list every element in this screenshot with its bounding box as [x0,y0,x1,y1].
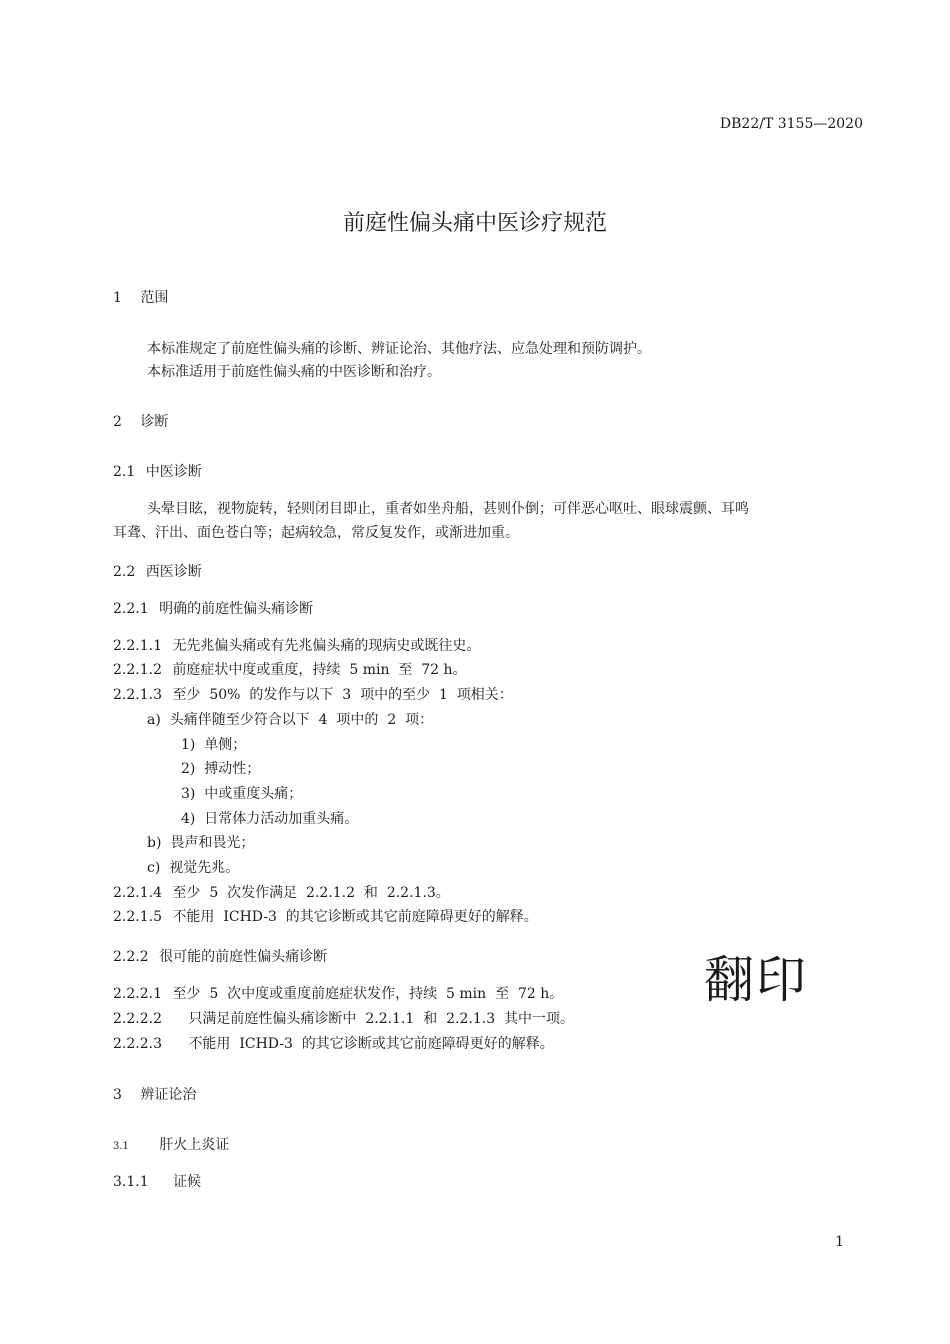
tcm-diagnosis-line-1: 头晕目眩，视物旋转，轻则闭目即止，重者如坐舟船，甚则仆倒；可伴恶心呕吐、眼球震颤、耳鸣 [147,501,749,517]
list-item-a-2: 2) 搏动性； [181,761,261,777]
section-2-1-heading [113,461,202,481]
section-2-heading [113,411,168,431]
section-title: 肝火上炎证 [159,1137,230,1153]
section-number: 2.2.2 [113,949,149,965]
clause-2-2-1-1 [113,635,480,655]
clause-text: 至少 50% 的发作与以下 3 项中的至少 1 项相关： [172,687,513,703]
section-number: 2 [113,414,122,430]
clause-text: 至少 5 次发作满足 2.2.1.2 和 2.2.1.3。 [172,885,450,901]
clause-number: 2.2.1.5 [113,909,162,925]
tcm-diagnosis-line-2: 耳聋、汗出、面色苍白等；起病较急，常反复发作，或渐进加重。 [113,525,519,541]
section-3-1-heading [113,1134,229,1154]
reprint-stamp: 翻印 [704,951,808,1009]
section-number: 1 [113,290,122,306]
clause-text: 不能用 ICHD-3 的其它诊断或其它前庭障碍更好的解释。 [172,909,538,925]
clause-number: 2.2.1.1 [113,638,162,654]
section-title: 证候 [173,1174,202,1190]
clause-2-2-2-2 [113,1008,574,1028]
section-3-1-1-heading [113,1171,201,1191]
clause-text: 只满足前庭性偏头痛诊断中 2.2.1.1 和 2.2.1.3 其中一项。 [188,1011,574,1027]
section-title: 辨证论治 [140,1087,197,1103]
section-title: 很可能的前庭性偏头痛诊断 [159,949,328,965]
clause-number: 2.2.2.3 [113,1036,162,1052]
section-number: 3.1 [113,1141,129,1152]
section-1-heading [113,287,168,307]
document-title: 前庭性偏头痛中医诊疗规范 [342,211,607,236]
clause-2-2-1-4 [113,882,450,902]
standard-number: DB22/T 3155—2020 [719,116,863,132]
clause-2-2-2-3 [113,1033,554,1053]
clause-number: 2.2.2.1 [113,986,162,1002]
section-number: 3 [113,1087,122,1103]
section-title: 明确的前庭性偏头痛诊断 [159,601,314,617]
list-item-a-1: 1) 单侧； [181,737,247,753]
clause-text: 不能用 ICHD-3 的其它诊断或其它前庭障碍更好的解释。 [188,1036,554,1052]
section-title: 范围 [140,290,169,306]
list-item-a-4: 4) 日常体力活动加重头痛。 [181,811,359,827]
section-2-2-2-heading [113,946,327,966]
section-number: 3.1.1 [113,1174,149,1190]
clause-number: 2.2.1.4 [113,885,162,901]
section-number: 2.2.1 [113,601,149,617]
clause-2-2-1-3 [113,684,513,704]
section-2-2-heading [113,561,202,581]
clause-text: 至少 5 次中度或重度前庭症状发作，持续 5 min 至 72 h。 [172,986,564,1002]
clause-text: 无先兆偏头痛或有先兆偏头痛的现病史或既往史。 [172,638,481,654]
section-3-heading [113,1084,196,1104]
section-title: 西医诊断 [145,564,202,580]
clause-2-2-1-5 [113,906,538,926]
section-2-2-1-heading [113,598,313,618]
list-item-c: c) 视觉先兆。 [147,860,240,876]
clause-2-2-1-2 [113,659,467,679]
page-number: 1 [835,1234,844,1250]
section-title: 中医诊断 [145,464,202,480]
clause-number: 2.2.1.2 [113,662,162,678]
clause-number: 2.2.2.2 [113,1011,162,1027]
clause-2-2-2-1 [113,983,563,1003]
scope-paragraph-2: 本标准适用于前庭性偏头痛的中医诊断和治疗。 [147,364,441,380]
list-item-a: a) 头痛伴随至少符合以下 4 项中的 2 项： [147,712,434,728]
list-item-a-3: 3) 中或重度头痛； [181,786,303,802]
scope-paragraph-1: 本标准规定了前庭性偏头痛的诊断、辨证论治、其他疗法、应急处理和预防调护。 [147,341,651,357]
list-item-b: b) 畏声和畏光； [147,835,255,851]
section-number: 2.2 [113,564,136,580]
section-title: 诊断 [140,414,169,430]
section-number: 2.1 [113,464,136,480]
clause-text: 前庭症状中度或重度，持续 5 min 至 72 h。 [172,662,467,678]
clause-number: 2.2.1.3 [113,687,162,703]
